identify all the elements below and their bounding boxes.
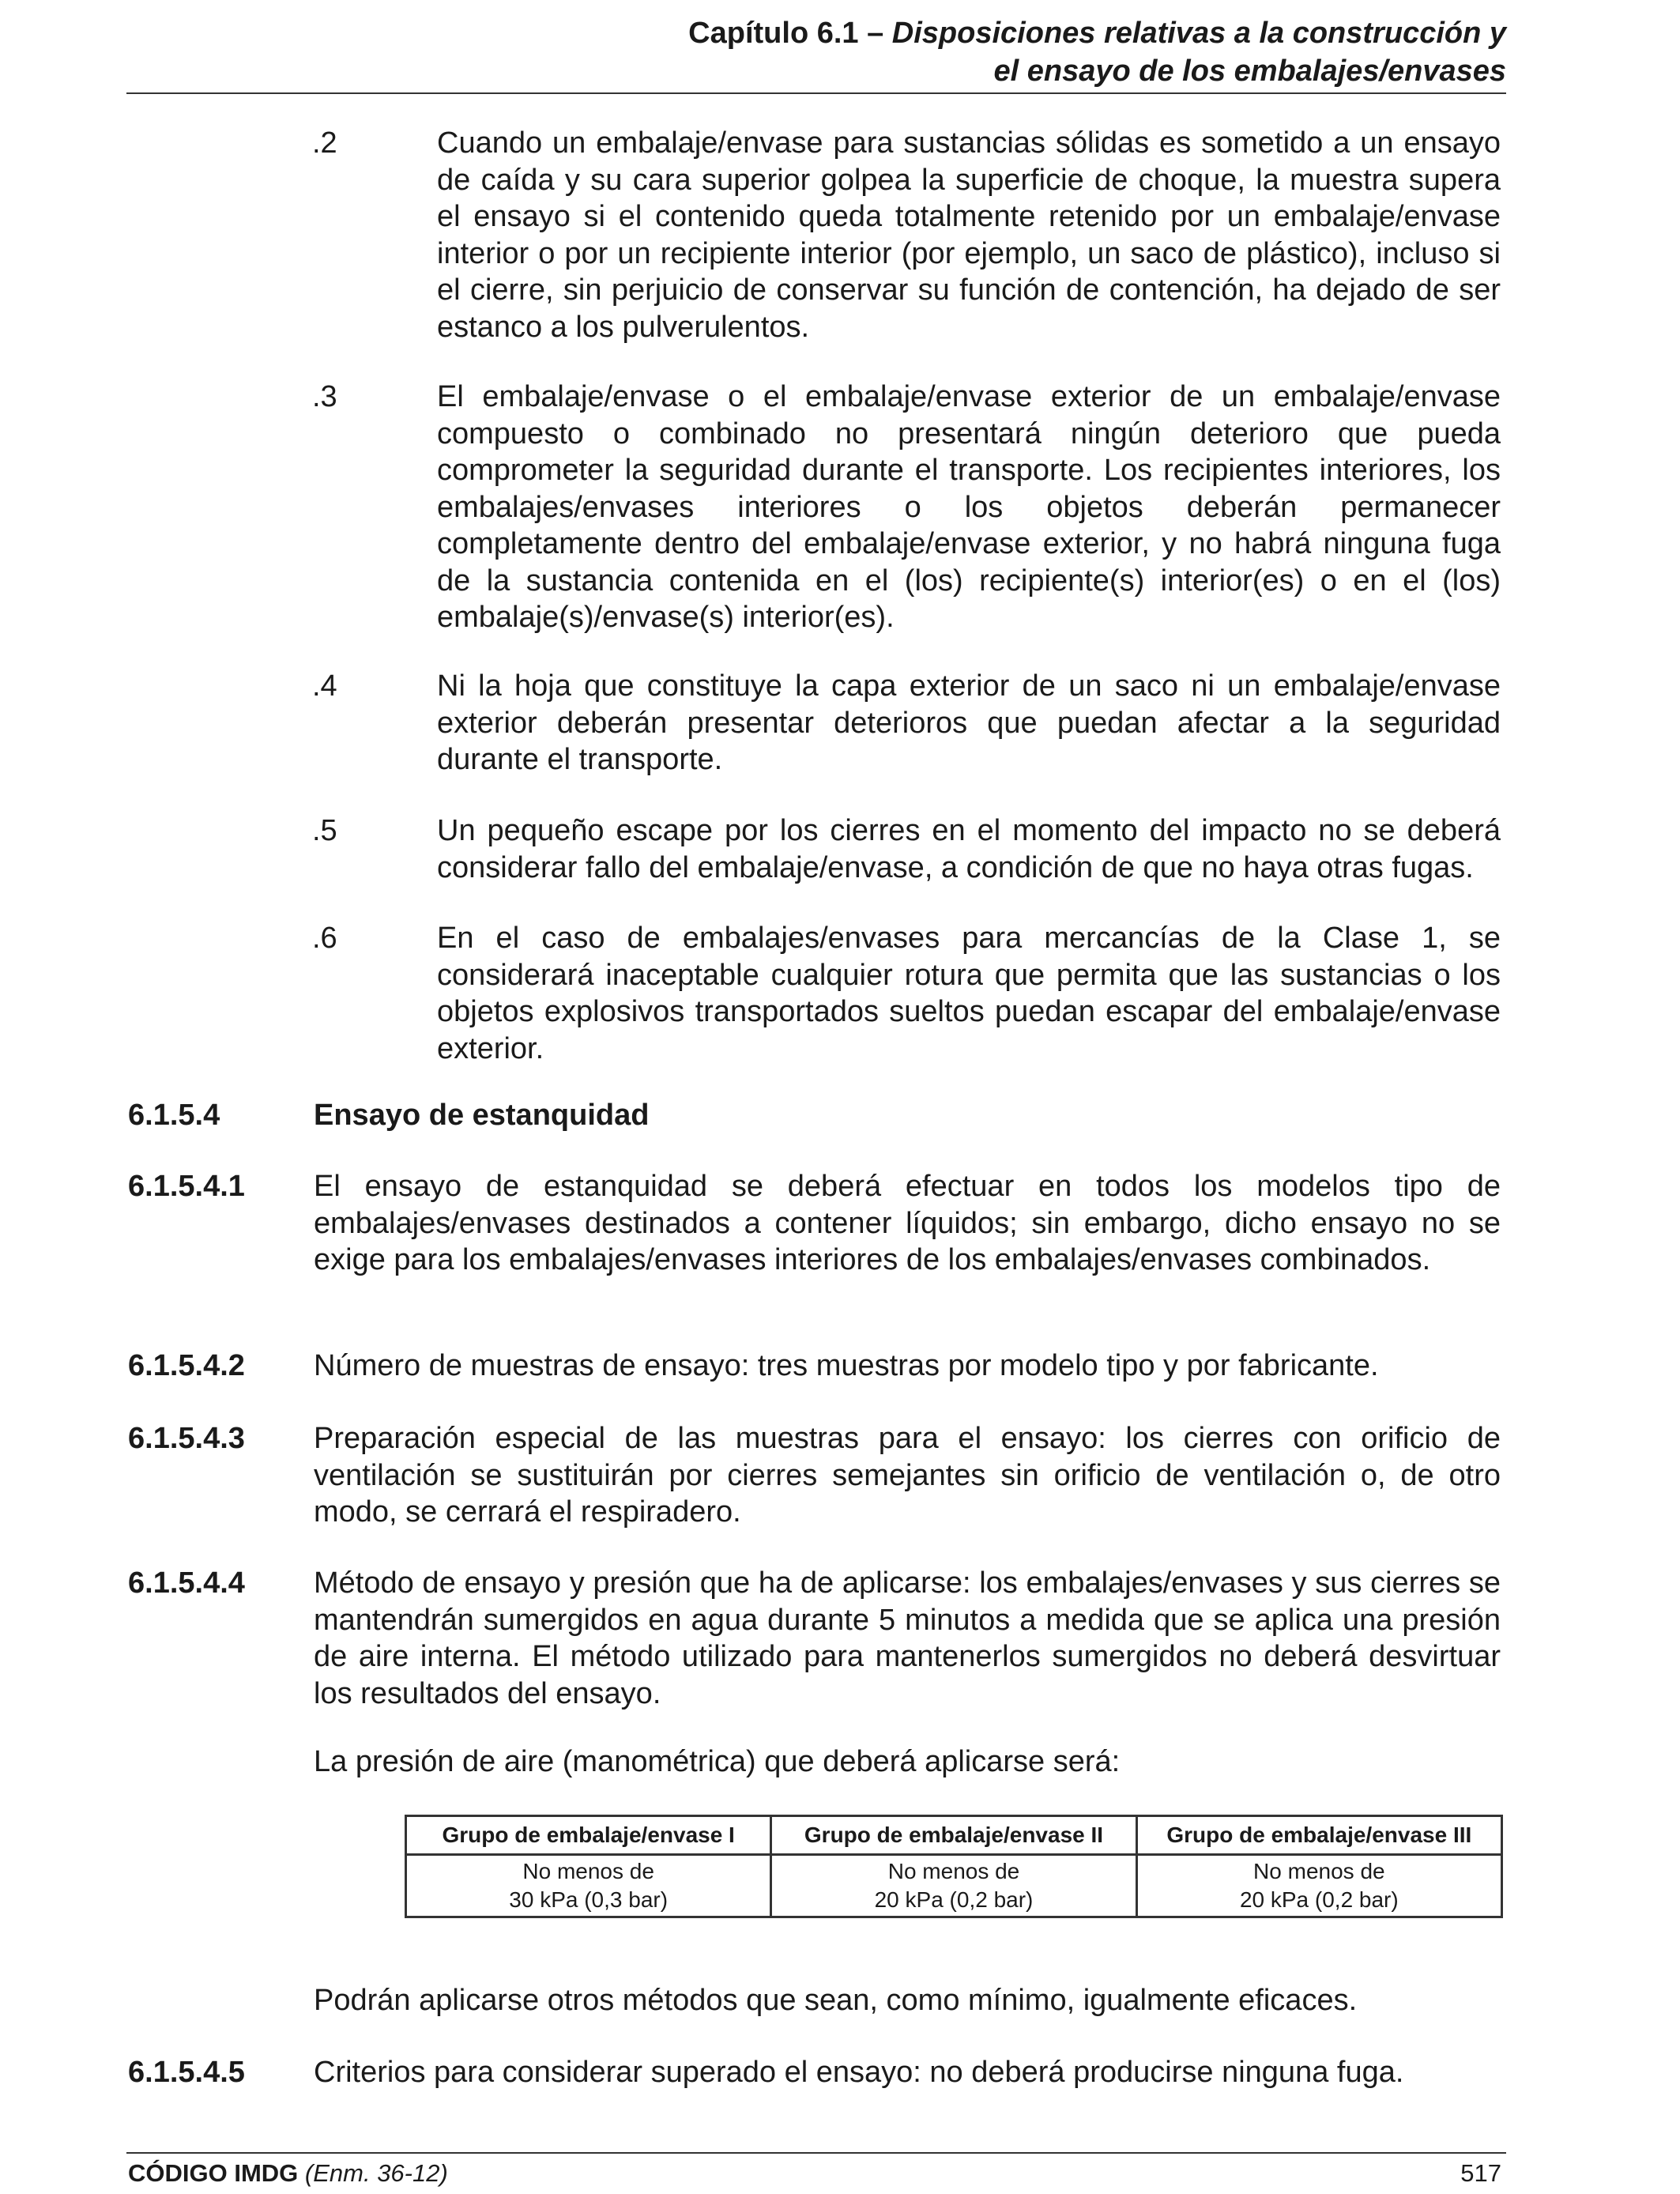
- section-text: Criterios para considerar superado el ensayo: no deberá producirse ninguna fuga.: [314, 2056, 1404, 2089]
- chapter-title-line-2: el ensayo de los embalajes/envases: [993, 55, 1506, 88]
- column-header: Grupo de embalaje/envase III: [1136, 1816, 1501, 1855]
- item-number: .3: [312, 380, 337, 413]
- cell-line: 20 kPa (0,2 bar): [1239, 1887, 1399, 1912]
- section-number: 6.1.5.4.3: [128, 1422, 245, 1455]
- running-header: [126, 14, 1506, 90]
- section-text: Método de ensayo y presión que ha de aplicarse: los embalajes/envases y sus cierres se mantendrán sumergidos en agua durante 5 minutos a medida que se aplica una presión de aire interna. El método utilizado para mantenerlos sumergidos no deberá desvirtuar los resultados del ensayo.: [314, 1566, 1501, 1710]
- cell-line: No menos de: [887, 1859, 1020, 1883]
- footer-amendment: (Enm. 36-12): [304, 2159, 448, 2187]
- pressure-intro: La presión de aire (manométrica) que deberá aplicarse será:: [314, 1745, 1121, 1778]
- table-header-row: [406, 1816, 1502, 1855]
- cell-line: No menos de: [1253, 1859, 1385, 1883]
- section-text: Número de muestras de ensayo: tres muestras por modelo tipo y por fabricante.: [314, 1349, 1379, 1382]
- column-header: Grupo de embalaje/envase II: [771, 1816, 1136, 1855]
- section-number: 6.1.5.4.2: [128, 1349, 245, 1382]
- other-methods-note: Podrán aplicarse otros métodos que sean, como mínimo, igualmente eficaces.: [314, 1984, 1358, 2017]
- section-text: Preparación especial de las muestras para el ensayo: los cierres con orificio de ventilación se sustituirán por cierres semejantes sin orificio de ventilación o, de otro modo, se cerrará el respiradero.: [314, 1422, 1501, 1529]
- table-cell: [406, 1855, 771, 1917]
- column-header: Grupo de embalaje/envase I: [406, 1816, 771, 1855]
- section-number: 6.1.5.4.4: [128, 1566, 245, 1600]
- section-number: 6.1.5.4.5: [128, 2056, 245, 2089]
- item-text: El embalaje/envase o el embalaje/envase exterior de un embalaje/envase compuesto o combinado no presentará ningún deterioro que pueda comprometer la seguridad durante el transporte. Los recipientes interiores, los embalajes/envases interiores o los objetos deberán permanecer completamente dentro del embalaje/envase exterior, y no habrá ninguna fuga de la sustancia contenida en el (los) recipiente(s) interior(es) o en el (los) embalaje(s)/envase(s) interior(es).: [437, 380, 1501, 634]
- pressure-table: [405, 1815, 1503, 1918]
- item-number: .6: [312, 922, 337, 955]
- section-number: 6.1.5.4: [128, 1099, 220, 1132]
- chapter-title-line-1: Disposiciones relativas a la construcción y: [891, 17, 1506, 50]
- page-number: 517: [1460, 2159, 1501, 2187]
- section-heading: Ensayo de estanquidad: [314, 1099, 650, 1132]
- cell-line: 30 kPa (0,3 bar): [509, 1887, 669, 1912]
- header-rule: [126, 92, 1506, 94]
- header-line-1: [126, 14, 1506, 52]
- item-text: Ni la hoja que constituye la capa exterior de un saco ni un embalaje/envase exterior deberán presentar deterioros que puedan afectar a la seguridad durante el transporte.: [437, 669, 1501, 776]
- table-cell: [771, 1855, 1136, 1917]
- table-cell: [1136, 1855, 1501, 1917]
- item-number: .2: [312, 126, 337, 160]
- item-text: Un pequeño escape por los cierres en el momento del impacto no se deberá considerar fallo del embalaje/envase, a condición de que no haya otras fugas.: [437, 814, 1501, 884]
- item-text: Cuando un embalaje/envase para sustancias sólidas es sometido a un ensayo de caída y su cara superior golpea la superficie de choque, la muestra supera el ensayo si el contenido queda totalmente retenido por un embalaje/envase interior o por un recipiente interior (por ejemplo, un saco de plástico), incluso si el cierre, sin perjuicio de conservar su función de contención, ha dejado de ser estanco a los pulverulentos.: [437, 126, 1501, 344]
- item-number: .4: [312, 669, 337, 703]
- table-row: [406, 1855, 1502, 1917]
- chapter-label: Capítulo 6.1 –: [688, 17, 892, 50]
- section-number: 6.1.5.4.1: [128, 1170, 245, 1203]
- cell-line: 20 kPa (0,2 bar): [874, 1887, 1034, 1912]
- footer-rule: [126, 2152, 1506, 2154]
- section-text: El ensayo de estanquidad se deberá efectuar en todos los modelos tipo de embalajes/envases destinados a contener líquidos; sin embargo, dicho ensayo no se exige para los embalajes/envases interiores de los embalajes/envases combinados.: [314, 1170, 1501, 1276]
- item-number: .5: [312, 814, 337, 847]
- cell-line: No menos de: [522, 1859, 654, 1883]
- footer-code: CÓDIGO IMDG: [128, 2159, 299, 2187]
- running-footer: [128, 2158, 448, 2189]
- item-text: En el caso de embalajes/envases para mercancías de la Clase 1, se considerará inaceptable cualquier rotura que permita que las sustancias o los objetos explosivos transportados sueltos puedan escapar del embalaje/envase exterior.: [437, 922, 1501, 1065]
